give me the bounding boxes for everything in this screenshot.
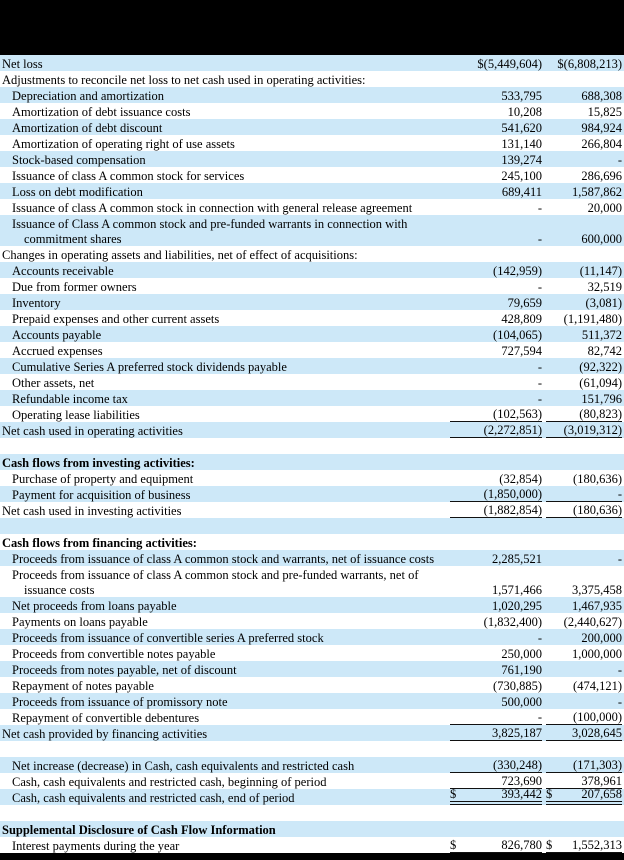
table-row xyxy=(0,151,624,167)
amount-c1: - xyxy=(537,391,542,406)
amount-c2 xyxy=(546,838,622,854)
amount-c2: $(6,808,213) xyxy=(557,56,622,71)
table-row xyxy=(0,278,624,294)
row-label-line1: Cash, cash equivalents and restricted cash, end of period xyxy=(12,790,295,805)
table-row xyxy=(0,693,624,709)
amount-c1: 723,690 xyxy=(450,774,542,790)
table-row xyxy=(0,358,624,374)
row-label-line2: issuance costs xyxy=(24,582,95,597)
amount-c2: 984,924 xyxy=(581,120,622,135)
row-label xyxy=(0,392,450,407)
row-label xyxy=(0,121,450,136)
table-row xyxy=(0,454,624,470)
row-label-line1: Supplemental Disclosure of Cash Flow Information xyxy=(2,822,276,837)
row-label-line1: Net loss xyxy=(2,56,43,71)
row-label xyxy=(0,599,450,614)
amount-c2: (92,322) xyxy=(579,359,622,374)
amount-value: 826,780 xyxy=(501,837,542,852)
amount-c2: (1,191,480) xyxy=(563,311,622,326)
row-label-line1: Amortization of operating right of use assets xyxy=(12,136,235,151)
amount-c1: - xyxy=(537,231,542,246)
amount-c2: 378,961 xyxy=(546,774,622,790)
table-row xyxy=(0,262,624,278)
row-label-line1: Cash flows from investing activities: xyxy=(2,455,195,470)
row-label xyxy=(0,376,450,391)
row-label xyxy=(0,839,450,854)
row-label-line1: Net increase (decrease) in Cash, cash equivalents and restricted cash xyxy=(12,758,355,773)
amount-c2: (3,081) xyxy=(585,295,622,310)
amount-c1: (142,959) xyxy=(493,263,542,278)
row-label xyxy=(0,280,450,295)
row-label-line1: Inventory xyxy=(12,295,61,310)
row-label-line1: Accounts payable xyxy=(12,327,102,342)
amount-c2: 1,467,935 xyxy=(572,598,622,613)
amount-c2: - xyxy=(617,551,622,566)
amount-c2: 15,825 xyxy=(587,104,622,119)
row-label-line1: Accounts receivable xyxy=(12,263,114,278)
row-label xyxy=(0,185,450,200)
row-label xyxy=(0,344,450,359)
amount-c2: (474,121) xyxy=(573,678,622,693)
table-row xyxy=(0,374,624,390)
row-label-line1: Repayment of convertible debentures xyxy=(12,710,200,725)
row-label xyxy=(0,137,450,152)
row-label-line1: Net cash provided by financing activities xyxy=(2,726,208,741)
spacer-row xyxy=(0,805,624,821)
amount-c1: 533,795 xyxy=(501,88,542,103)
table-row xyxy=(0,757,624,773)
amount-c1: 79,659 xyxy=(507,295,542,310)
row-label xyxy=(0,695,450,710)
row-label-line1: Operating lease liabilities xyxy=(12,407,140,422)
dollar-sign: $ xyxy=(450,786,457,801)
row-label-line1: Due from former owners xyxy=(12,279,137,294)
row-label xyxy=(0,248,450,263)
row-label xyxy=(0,711,450,726)
table-row xyxy=(0,71,624,87)
table-row xyxy=(0,294,624,310)
row-label-line1: Payments on loans payable xyxy=(12,614,148,629)
amount-c2: - xyxy=(617,694,622,709)
row-label xyxy=(0,264,450,279)
amount-c2 xyxy=(546,787,622,806)
amount-c1 xyxy=(450,787,542,806)
amount-c1: 761,190 xyxy=(501,662,542,677)
row-label-line1: Net cash used in operating activities xyxy=(2,423,183,438)
row-label-line1: Proceeds from issuance of promissory note xyxy=(12,694,228,709)
row-label xyxy=(0,217,450,246)
row-label-line1: Proceeds from notes payable, net of discount xyxy=(12,662,237,677)
row-label-line1: Proceeds from issuance of class A common stock and pre-funded warrants, net of xyxy=(12,568,419,582)
row-label-line1: Accrued expenses xyxy=(12,343,103,358)
amount-c1: 727,594 xyxy=(501,343,542,358)
amount-c1: 245,100 xyxy=(501,168,542,183)
table-row xyxy=(0,422,624,438)
table-row xyxy=(0,87,624,103)
amount-c2: - xyxy=(617,662,622,677)
table-row xyxy=(0,613,624,629)
amount-c1: (730,885) xyxy=(493,678,542,693)
row-label xyxy=(0,568,450,597)
row-label xyxy=(0,775,450,790)
row-label xyxy=(0,631,450,646)
row-label-line1: Changes in operating assets and liabilities, net of effect of acquisitions: xyxy=(2,247,358,262)
amount-c1: (104,065) xyxy=(493,327,542,342)
amount-c1: 689,411 xyxy=(501,184,542,199)
table-row xyxy=(0,246,624,262)
amount-c2: - xyxy=(617,152,622,167)
row-label xyxy=(0,73,450,88)
row-label xyxy=(0,472,450,487)
row-label-line1: Stock-based compensation xyxy=(12,152,146,167)
row-label xyxy=(0,153,450,168)
amount-c2: 3,375,458 xyxy=(572,582,622,597)
row-label-line1: Proceeds from issuance of class A common stock and warrants, net of issuance costs xyxy=(12,551,435,566)
amount-c1: 541,620 xyxy=(501,120,542,135)
row-label xyxy=(0,328,450,343)
row-label-line1: Proceeds from convertible notes payable xyxy=(12,646,216,661)
table-row xyxy=(0,709,624,725)
amount-c2: (100,000) xyxy=(546,710,622,726)
amount-c1: (1,882,854) xyxy=(450,503,542,519)
row-label-line1: Amortization of debt issuance costs xyxy=(12,104,191,119)
amount-c2: 688,308 xyxy=(581,88,622,103)
row-label xyxy=(0,89,450,104)
amount-c2: 82,742 xyxy=(587,343,622,358)
amount-c1: 3,825,187 xyxy=(450,726,542,742)
amount-c2: - xyxy=(546,487,622,503)
amount-c1: 139,274 xyxy=(501,152,542,167)
row-label xyxy=(0,663,450,678)
row-label-line1: Cash, cash equivalents and restricted cash, beginning of period xyxy=(12,774,327,789)
amount-c1: 428,809 xyxy=(501,311,542,326)
amount-c1: - xyxy=(537,279,542,294)
dollar-sign: $ xyxy=(450,837,457,852)
row-label xyxy=(0,169,450,184)
table-row xyxy=(0,183,624,199)
amount-c1: $(5,449,604) xyxy=(477,56,542,71)
amount-c2: 151,796 xyxy=(581,391,622,406)
dollar-sign: $ xyxy=(546,837,553,852)
amount-c1: - xyxy=(537,200,542,215)
amount-c1: - xyxy=(537,359,542,374)
amount-c2: (80,823) xyxy=(546,407,622,423)
row-label-line1: Loss on debt modification xyxy=(12,184,143,199)
amount-c2: 600,000 xyxy=(581,231,622,246)
table-row xyxy=(0,103,624,119)
table-row xyxy=(0,486,624,502)
table-row xyxy=(0,326,624,342)
amount-c1: (102,563) xyxy=(450,407,542,423)
amount-c1 xyxy=(450,838,542,854)
amount-c1: (330,248) xyxy=(450,758,542,774)
table-row xyxy=(0,550,624,566)
amount-c2: 511,372 xyxy=(581,327,622,342)
amount-c2: (171,303) xyxy=(546,758,622,774)
amount-c1: 500,000 xyxy=(501,694,542,709)
amount-c2: (3,019,312) xyxy=(546,423,622,439)
amount-c1: (2,272,851) xyxy=(450,423,542,439)
row-label xyxy=(0,727,450,742)
row-label-line1: Prepaid expenses and other current assets xyxy=(12,311,220,326)
row-label xyxy=(0,456,450,471)
cash-flow-statement-table xyxy=(0,55,624,853)
row-label xyxy=(0,615,450,630)
row-label-line1: Cash flows from financing activities: xyxy=(2,535,197,550)
row-label xyxy=(0,536,450,551)
amount-c1: 250,000 xyxy=(501,646,542,661)
amount-c2: (180,636) xyxy=(573,471,622,486)
amount-c2: 32,519 xyxy=(587,279,622,294)
amount-c2: 3,028,645 xyxy=(546,726,622,742)
table-row xyxy=(0,629,624,645)
amount-c1: 1,020,295 xyxy=(492,598,542,613)
row-label xyxy=(0,823,450,838)
amount-c1: (1,832,400) xyxy=(483,614,542,629)
row-label xyxy=(0,57,450,72)
table-row xyxy=(0,215,624,246)
amount-c2: (61,094) xyxy=(579,375,622,390)
spacer-row xyxy=(0,518,624,534)
row-label xyxy=(0,647,450,662)
row-label xyxy=(0,488,450,503)
row-label xyxy=(0,296,450,311)
row-label xyxy=(0,424,450,439)
amount-value: 207,658 xyxy=(581,786,622,801)
row-label xyxy=(0,504,450,519)
amount-c2: 286,696 xyxy=(581,168,622,183)
row-label-line1: Purchase of property and equipment xyxy=(12,471,194,486)
row-label xyxy=(0,105,450,120)
spacer-row xyxy=(0,741,624,757)
amount-c1: 2,285,521 xyxy=(492,551,542,566)
row-label xyxy=(0,552,450,567)
row-label-line1: Cumulative Series A preferred stock dividends payable xyxy=(12,359,287,374)
table-row xyxy=(0,55,624,71)
row-label-line1: Adjustments to reconcile net loss to net cash used in operating activities: xyxy=(2,72,366,87)
row-label xyxy=(0,679,450,694)
table-row xyxy=(0,135,624,151)
table-row xyxy=(0,470,624,486)
bottom-black-bar xyxy=(0,853,624,860)
amount-c1: - xyxy=(537,630,542,645)
amount-c1: 1,571,466 xyxy=(492,582,542,597)
row-label-line1: Amortization of debt discount xyxy=(12,120,163,135)
amount-c1: (1,850,000) xyxy=(450,487,542,503)
amount-c1: (32,854) xyxy=(499,471,542,486)
table-row xyxy=(0,502,624,518)
amount-c2: (2,440,627) xyxy=(563,614,622,629)
amount-c2: 20,000 xyxy=(587,200,622,215)
row-label xyxy=(0,408,450,423)
row-label-line1: Proceeds from issuance of convertible series A preferred stock xyxy=(12,630,324,645)
redacted-header-band xyxy=(0,0,624,55)
table-row xyxy=(0,786,624,805)
row-label-line1: Payment for acquisition of business xyxy=(12,487,191,502)
row-label-line1: Net cash used in investing activities xyxy=(2,503,182,518)
table-row xyxy=(0,725,624,741)
table-row xyxy=(0,342,624,358)
amount-c2: 266,804 xyxy=(581,136,622,151)
amount-value: 1,552,313 xyxy=(572,837,622,852)
table-row xyxy=(0,390,624,406)
table-row xyxy=(0,167,624,183)
row-label xyxy=(0,360,450,375)
row-label-line1: Depreciation and amortization xyxy=(12,88,165,103)
row-label xyxy=(0,312,450,327)
amount-value: 393,442 xyxy=(501,786,542,801)
table-row xyxy=(0,597,624,613)
row-label-line2: commitment shares xyxy=(24,231,122,246)
row-label-line1: Issuance of class A common stock for services xyxy=(12,168,245,183)
table-row xyxy=(0,645,624,661)
table-row xyxy=(0,119,624,135)
amount-c2: (180,636) xyxy=(546,503,622,519)
amount-c2: 1,000,000 xyxy=(572,646,622,661)
amount-c1: - xyxy=(450,710,542,726)
table-row xyxy=(0,199,624,215)
table-row xyxy=(0,837,624,853)
row-label xyxy=(0,759,450,774)
table-row xyxy=(0,677,624,693)
amount-c1: - xyxy=(537,375,542,390)
row-label xyxy=(0,201,450,216)
table-row xyxy=(0,534,624,550)
table-row xyxy=(0,661,624,677)
row-label-line1: Interest payments during the year xyxy=(12,838,180,853)
table-row xyxy=(0,821,624,837)
table-row xyxy=(0,310,624,326)
row-label-line1: Refundable income tax xyxy=(12,391,128,406)
amount-c1: 10,208 xyxy=(507,104,542,119)
table-row xyxy=(0,406,624,422)
row-label-line1: Repayment of notes payable xyxy=(12,678,154,693)
row-label-line1: Other assets, net xyxy=(12,375,95,390)
row-label xyxy=(0,791,450,806)
amount-c2: (11,147) xyxy=(579,263,622,278)
amount-c2: 1,587,862 xyxy=(572,184,622,199)
dollar-sign: $ xyxy=(546,786,553,801)
table-row xyxy=(0,566,624,597)
row-label-line1: Net proceeds from loans payable xyxy=(12,598,177,613)
amount-c2: 200,000 xyxy=(581,630,622,645)
row-label-line1: Issuance of Class A common stock and pre-funded warrants in connection with xyxy=(12,217,408,231)
row-label-line1: Issuance of class A common stock in connection with general release agreement xyxy=(12,200,413,215)
amount-c1: 131,140 xyxy=(501,136,542,151)
spacer-row xyxy=(0,438,624,454)
